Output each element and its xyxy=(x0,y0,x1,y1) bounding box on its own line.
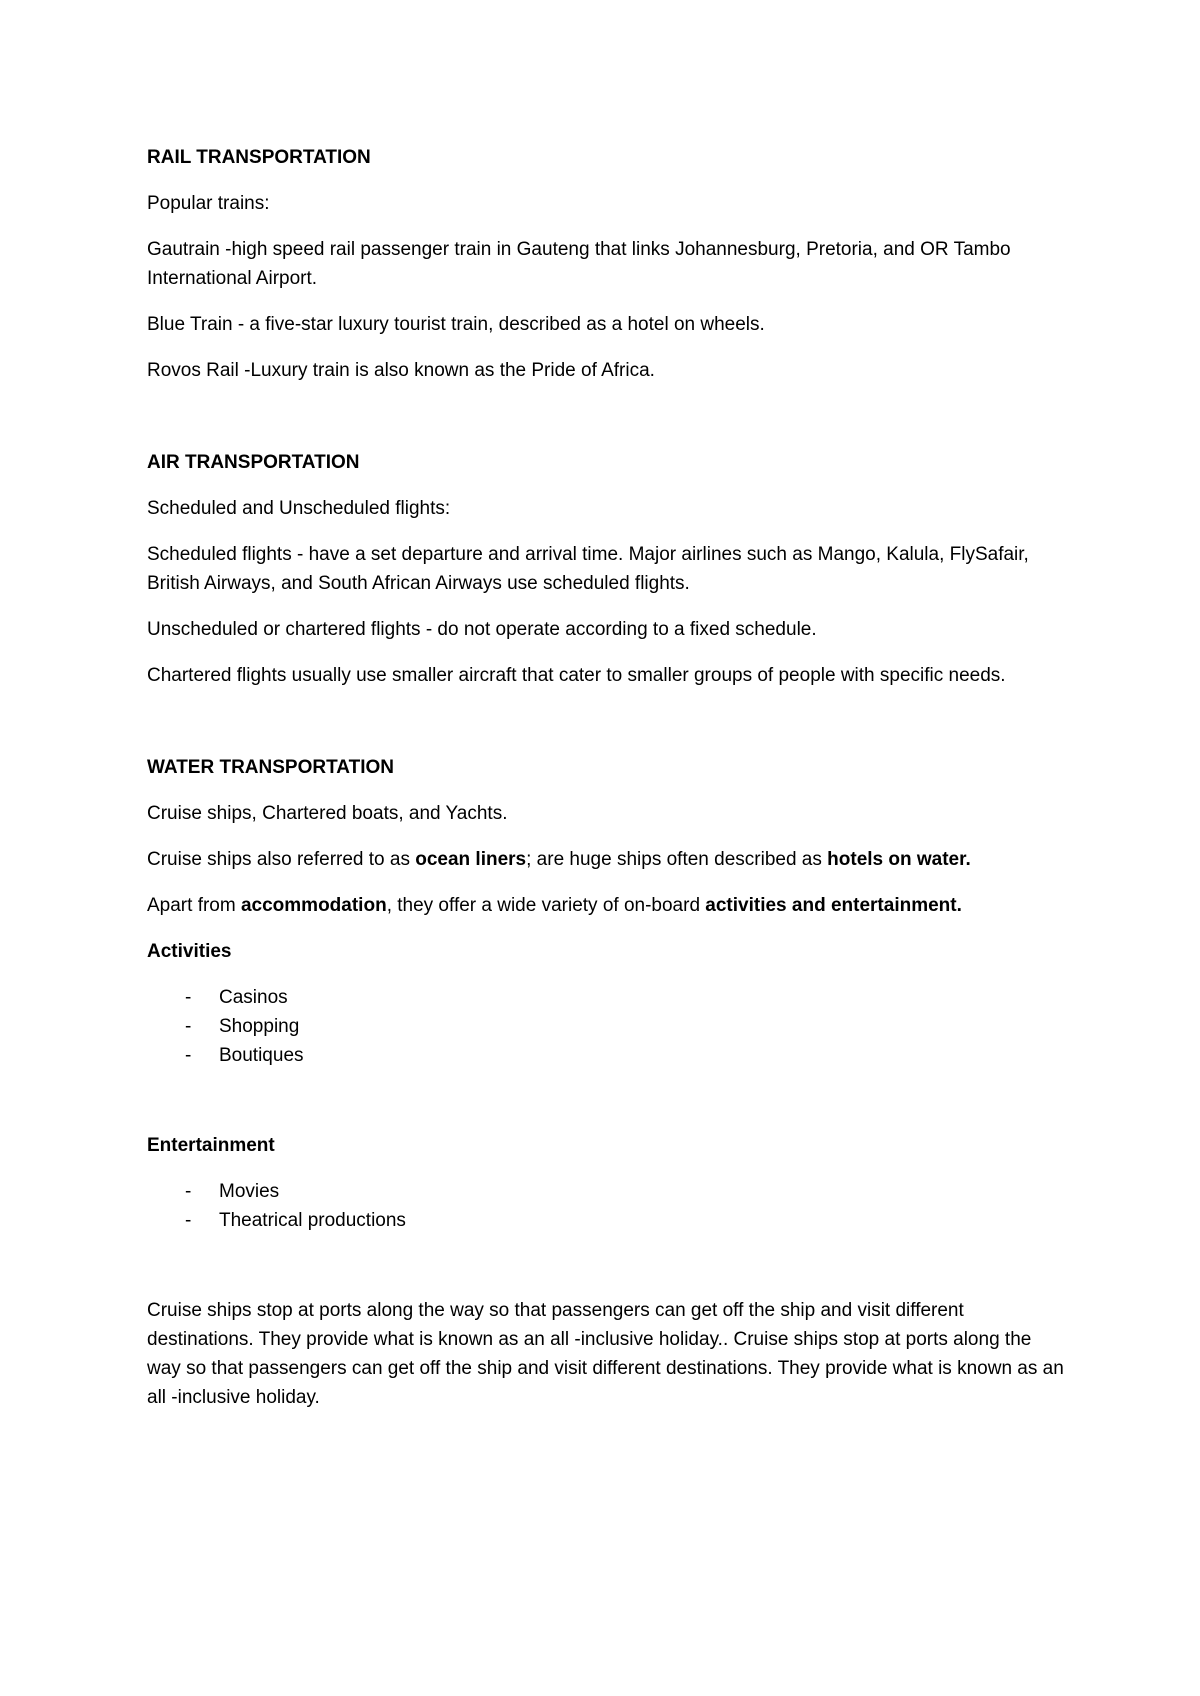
entertainment-heading: Entertainment xyxy=(147,1135,275,1156)
air-chartered: Chartered flights usually use smaller aircraft that cater to smaller groups of people with specific needs. xyxy=(147,665,1006,686)
air-scheduled: Scheduled flights - have a set departure and arrival time. Major airlines such as Mango, Kalula, FlySafair, British Airways, and South African Airways use scheduled flights. xyxy=(147,544,1029,594)
list-item-text: Theatrical productions xyxy=(219,1210,406,1231)
water-intro: Cruise ships, Chartered boats, and Yachts. xyxy=(147,803,508,824)
dash-marker: - xyxy=(185,1210,192,1231)
list-item-text: Boutiques xyxy=(219,1045,304,1066)
water-cruise-paragraph-1 xyxy=(147,845,1067,874)
list-item xyxy=(147,983,1067,1012)
activities-heading: Activities xyxy=(147,941,232,962)
rail-gautrain: Gautrain -high speed rail passenger train in Gauteng that links Johannesburg, Pretoria, and OR Tambo International Airport. xyxy=(147,239,1011,289)
rail-rovos-rail: Rovos Rail -Luxury train is also known as the Pride of Africa. xyxy=(147,360,655,381)
section-spacer xyxy=(147,707,1067,753)
document-page xyxy=(147,143,1067,1429)
entertainment-list xyxy=(147,1177,1067,1235)
list-item-text: Movies xyxy=(219,1181,280,1202)
bold-run: activities and entertainment. xyxy=(705,895,962,916)
water-heading: WATER TRANSPORTATION xyxy=(147,757,394,778)
dash-marker: - xyxy=(185,1181,192,1202)
dash-marker: - xyxy=(185,1016,192,1037)
rail-heading: RAIL TRANSPORTATION xyxy=(147,147,371,168)
text-run: Cruise ships also referred to as xyxy=(147,849,416,870)
bold-run: hotels on water. xyxy=(827,849,971,870)
water-closing-paragraph: Cruise ships stop at ports along the way so that passengers can get off the ship and visit different destinations. They provide what is known as an all -inclusive holiday.. Cruise ships stop at ports along the way so that passengers can get off the ship and visit different destinations. They provide what is known as an all -inclusive holiday. xyxy=(147,1300,1064,1408)
list-spacer xyxy=(147,1252,1067,1296)
section-spacer xyxy=(147,402,1067,448)
list-item-text: Casinos xyxy=(219,987,288,1008)
dash-marker: - xyxy=(185,1045,192,1066)
water-cruise-paragraph-2 xyxy=(147,891,1067,920)
list-item xyxy=(147,1012,1067,1041)
bold-run: ocean liners xyxy=(415,849,527,870)
activities-list xyxy=(147,983,1067,1070)
list-item xyxy=(147,1206,1067,1235)
air-unscheduled: Unscheduled or chartered flights - do not operate according to a fixed schedule. xyxy=(147,619,817,640)
text-run: ; are huge ships often described as xyxy=(526,849,828,870)
text-run: Apart from xyxy=(147,895,241,916)
list-item-text: Shopping xyxy=(219,1016,300,1037)
bold-run: accommodation xyxy=(240,895,387,916)
rail-blue-train: Blue Train - a five-star luxury tourist train, described as a hotel on wheels. xyxy=(147,314,765,335)
text-run: , they offer a wide variety of on-board xyxy=(386,895,706,916)
dash-marker: - xyxy=(185,987,192,1008)
list-item xyxy=(147,1041,1067,1070)
list-item xyxy=(147,1177,1067,1206)
air-heading: AIR TRANSPORTATION xyxy=(147,452,360,473)
rail-intro: Popular trains: xyxy=(147,193,270,214)
list-spacer xyxy=(147,1087,1067,1131)
air-intro: Scheduled and Unscheduled flights: xyxy=(147,498,451,519)
